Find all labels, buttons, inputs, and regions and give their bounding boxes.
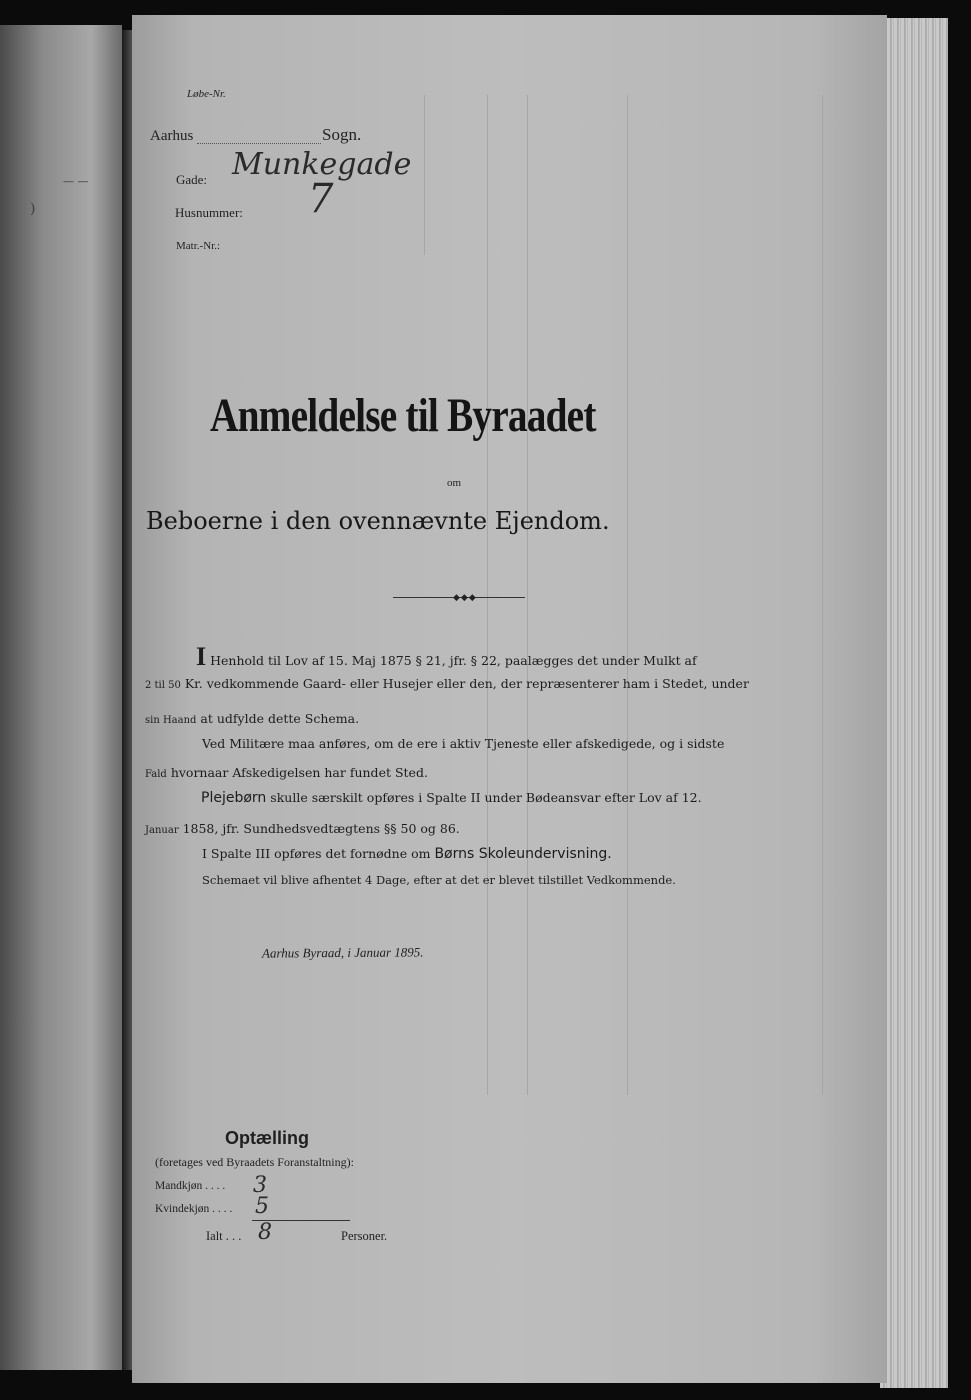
total-value: 8 bbox=[258, 1220, 272, 1245]
text-span: 2 til 50 bbox=[145, 680, 181, 691]
page-edges bbox=[880, 18, 948, 1388]
bleed-rule bbox=[627, 95, 628, 1095]
paragraph-1-line-3 bbox=[145, 711, 359, 726]
female-value: 5 bbox=[255, 1194, 269, 1219]
paragraph-5: Schemaet vil blive afhentet 4 Dage, efter at det er blevet tilstillet Vedkommende. bbox=[202, 873, 676, 887]
paragraph-4 bbox=[202, 846, 612, 862]
left-page-mark: ) bbox=[30, 201, 36, 217]
persons-label: Personer. bbox=[341, 1229, 388, 1243]
matr-nr-label: Matr.-Nr.: bbox=[176, 240, 220, 252]
paragraph-1-line-1 bbox=[196, 642, 697, 672]
gade-label: Gade: bbox=[176, 172, 208, 187]
text-span: sin Haand bbox=[145, 715, 197, 726]
text-span: at udfylde dette Schema. bbox=[200, 711, 360, 726]
husnummer-handwritten-value: 7 bbox=[308, 176, 334, 222]
bleed-rule bbox=[424, 95, 425, 255]
paragraph-2-line-1: Ved Militære maa anføres, om de ere i aktiv Tjeneste eller afskedigede, og i sidste bbox=[202, 736, 725, 751]
text-span: Kr. vedkommende Gaard- eller Husejer eller den, der repræsenterer ham i Stedet, under bbox=[184, 676, 749, 691]
bleed-rule bbox=[822, 95, 823, 1095]
bleed-rule bbox=[527, 95, 528, 1095]
count-title: Optælling bbox=[225, 1128, 309, 1148]
sogn-dotted-line bbox=[197, 142, 321, 144]
form-subtitle: Beboerne i den ovennævnte Ejendom. bbox=[146, 507, 610, 535]
gade-handwritten-value: Munkegade bbox=[232, 147, 412, 182]
text-span: I Spalte III opføres det fornødne om bbox=[202, 846, 431, 861]
text-span: Fald bbox=[145, 769, 167, 780]
husnummer-label: Husnummer: bbox=[175, 205, 243, 220]
female-label: Kvindekjøn . . . . bbox=[155, 1203, 233, 1215]
total-label: Ialt . . . bbox=[206, 1229, 242, 1243]
issuer-signature: Aarhus Byraad, i Januar 1895. bbox=[261, 944, 424, 961]
count-subtitle: (foretages ved Byraadets Foranstaltning): bbox=[155, 1155, 354, 1169]
male-label: Mandkjøn . . . . bbox=[155, 1180, 226, 1192]
paragraph-2-line-2 bbox=[145, 765, 428, 780]
paragraph-1-line-2 bbox=[145, 676, 749, 691]
title-connector: om bbox=[447, 477, 462, 489]
initial-letter: I bbox=[196, 642, 207, 671]
form-title: Anmeldelse til Byraadet bbox=[210, 389, 596, 442]
paragraph-3-line-1 bbox=[201, 790, 702, 806]
male-value: 3 bbox=[253, 1173, 267, 1198]
text-span: 1858, jfr. Sundhedsvedtægtens §§ 50 og 86. bbox=[182, 821, 460, 836]
ornament-divider: ◆◆◆ bbox=[393, 593, 525, 603]
text-span: Henhold til Lov af 15. Maj 1875 § 21, jfr. § 22, paalægges det under Mulkt af bbox=[210, 653, 697, 668]
sogn-label: Sogn. bbox=[322, 125, 362, 144]
loebe-nr-label: Løbe-Nr. bbox=[187, 88, 226, 100]
text-span: hvornaar Afskedigelsen har fundet Sted. bbox=[170, 765, 428, 780]
paragraph-3-line-2 bbox=[145, 821, 460, 836]
text-span: Januar bbox=[145, 825, 179, 836]
form-page bbox=[132, 15, 887, 1383]
text-span: Børns Skoleundervisning. bbox=[434, 846, 612, 862]
left-page-bleed-text: — — bbox=[63, 175, 89, 188]
text-span: skulle særskilt opføres i Spalte II under Bødeansvar efter Lov af 12. bbox=[270, 790, 702, 805]
text-span: Plejebørn bbox=[201, 790, 267, 806]
aarhus-label: Aarhus bbox=[150, 128, 194, 144]
left-facing-page bbox=[0, 25, 122, 1370]
